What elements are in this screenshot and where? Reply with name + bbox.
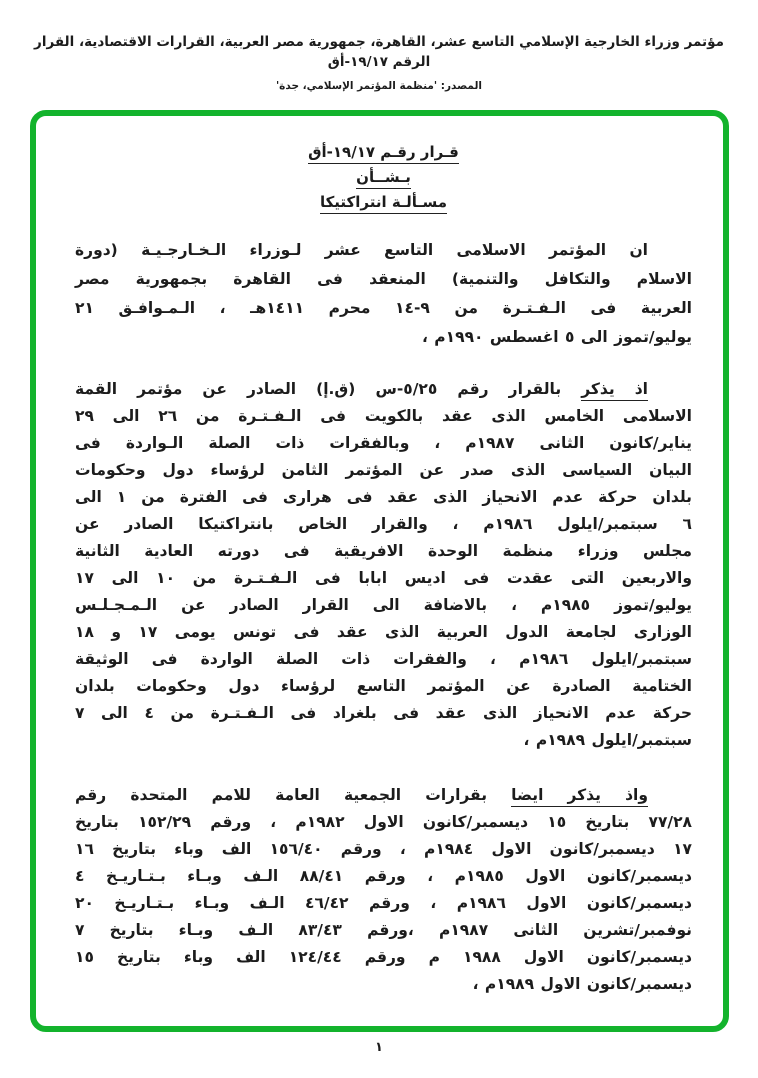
text-line: يوليو/تموز الى ٥ اغسطس ١٩٩٠م ، xyxy=(422,328,692,346)
paragraph-recalling xyxy=(75,376,692,754)
resolution-number-line: قـرار رقـم ١٩/١٧-أق xyxy=(75,140,692,164)
resolution-regarding-line: بـشــأن xyxy=(75,165,692,189)
text-line: ان المؤتمر الاسلامى التاسع عشر لـوزراء الـخـارجـيـة (دورة xyxy=(75,241,648,259)
header-title-line: مؤتمر وزراء الخارجية الإسلامي التاسع عشر، القاهرة، جمهورية مصر العربية، القرارات الاقتصادية، القرار الرقم ١٩/١٧-أق xyxy=(34,34,724,70)
text-line: ٦ سبتمبر/ايلول ١٩٨٦م ، والقرار الخاص بانتراكتيكا الصادر عن xyxy=(75,515,692,533)
text-line: ٧٧/٢٨ بتاريخ ١٥ ديسمبر/كانون الاول ١٩٨٢م ، ورقم ١٥٢/٢٩ بتاريخ xyxy=(75,813,692,831)
text-line: ديسمبر/كانون الاول ١٩٨٩م ، xyxy=(472,975,692,993)
text-line: سبتمبر/ايلول ١٩٨٦م ، والفقرات ذات الصلة الواردة فى الوثيقة xyxy=(75,650,692,668)
text-line: حركة عدم الانحياز الذى عقد فى بلغراد فى الـفـتـرة من ٤ الى ٧ xyxy=(75,704,693,722)
text-line: البيان السياسى الذى صدر عن المؤتمر الثامن لرؤساء دول وحكومات xyxy=(75,461,692,479)
text-line: يوليو/تموز ١٩٨٥م ، بالاضافة الى القرار الصادر عن الـمـجـلـس xyxy=(75,596,693,614)
document-header xyxy=(0,32,758,92)
text-line: الختامية الصادرة عن المؤتمر التاسع لرؤساء دول وحكومات بلدان xyxy=(75,677,692,695)
lead-line-rest: بقرارات الجمعية العامة للامم المتحدة رقم xyxy=(75,786,512,804)
text-line: ديسمبر/كانون الاول ١٩٨٥م ، ورقم ٨٨/٤١ الـف وبـاء بـتـاريـخ ٤ xyxy=(75,867,692,885)
text-line: ١٧ ديسمبر/كانون الاول ١٩٨٤م ، ورقم ١٥٦/٤٠ الف وباء بتاريخ ١٦ xyxy=(75,840,692,858)
lead-line-rest: بالقرار رقم ٥/٢٥-س (ق.إ) الصادر عن مؤتمر القمة xyxy=(75,380,582,398)
text-line: بلدان حركة عدم الانحياز الذى عقد فى هرارى فى الفترة من ١ الى xyxy=(75,488,692,506)
text-line: الاسلام والتكافل والتنمية) المنعقد فى القاهرة بجمهورية مصر xyxy=(75,270,692,288)
text-line xyxy=(75,376,692,403)
resolution-title xyxy=(75,140,692,214)
paragraph-recalling-also xyxy=(75,782,692,998)
text-line: يناير/كانون الثانى ١٩٨٧م ، وبالفقرات ذات الصلة الـواردة فى xyxy=(75,434,692,452)
header-source-line: المصدر: 'منظمة المؤتمر الإسلامي، جدة' xyxy=(275,80,483,92)
text-line: سبتمبر/ايلول ١٩٨٩م ، xyxy=(523,731,692,749)
text-line: الاسلامى الخامس الذى عقد بالكويت فى الـفـتـرة من ٢٦ الى ٢٩ xyxy=(75,407,692,425)
document-border-box xyxy=(30,110,729,1032)
page-number: ١ xyxy=(375,1040,383,1055)
text-line xyxy=(75,782,692,809)
document-body xyxy=(36,116,723,1026)
paragraph-preamble xyxy=(75,236,692,352)
text-line: والاربعين التى عقدت فى اديس ابابا فى الـفـتـرة من ١٠ الى ١٧ xyxy=(75,569,693,587)
lead-phrase-underlined: واذ يذكر ايضا xyxy=(511,786,648,807)
resolution-subject-line: مسـألـة انتراكتيكا xyxy=(75,190,692,214)
text-line: الوزارى لجامعة الدول العربية الذى عقد فى تونس يومى ١٧ و ١٨ xyxy=(75,623,692,641)
text-line: ديسمبر/كانون الاول ١٩٨٦م ، ورقم ٤٦/٤٢ الـف وبـاء بـتـاريـخ ٢٠ xyxy=(75,894,693,912)
text-line: العربية فى الـفـتـرة من ٩-١٤ محرم ١٤١١هـ ، الـمـوافـق ٢١ xyxy=(75,299,692,317)
text-line: نوفمبر/تشرين الثانى ١٩٨٧م ،ورقم ٨٣/٤٣ الـف وبـاء بتاريخ ٧ xyxy=(75,921,693,939)
text-line: ديسمبر/كانون الاول ١٩٨٨ م ورقم ١٢٤/٤٤ الف وباء بتاريخ ١٥ xyxy=(75,948,692,966)
lead-phrase-underlined: اذ يذكر xyxy=(581,380,648,401)
text-line: مجلس وزراء منظمة الوحدة الافريقية فى دورته العادية الثانية xyxy=(75,542,692,560)
